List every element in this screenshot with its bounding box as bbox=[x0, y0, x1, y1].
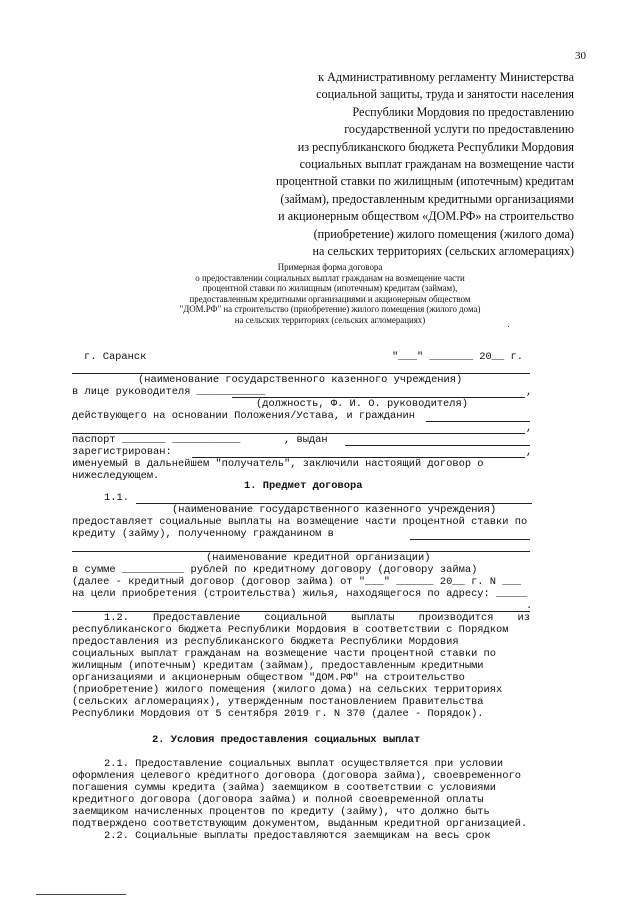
form-title-line: процентной ставки по жилищным (ипотечным) кредитам (займам), bbox=[202, 283, 458, 294]
issued-label: , выдан bbox=[284, 434, 328, 446]
appendix-line: Республики Мордовия по предоставлению bbox=[352, 104, 574, 119]
period: . bbox=[526, 600, 533, 612]
form-title-line: предоставленным кредитными организациями и акционерным обществом bbox=[189, 293, 471, 304]
clause-1-2-line: предоставления из республиканского бюджета Республики Мордовия bbox=[72, 636, 459, 648]
appendix-line: социальной защиты, труда и занятости населения bbox=[316, 87, 574, 102]
passport-field: паспорт _______ ___________ bbox=[72, 434, 241, 446]
clause-1-2-line: Республики Мордовия от 5 сентября 2019 г. N 370 (далее - Порядок). bbox=[72, 708, 484, 720]
clause-2-2-line: 2.2. Социальные выплаты предоставляются заемщикам на весь срок bbox=[104, 830, 491, 842]
form-title bbox=[140, 262, 520, 326]
appendix-line: (займам), предоставленным кредитными организациями bbox=[280, 191, 574, 206]
appendix-line: из республиканского бюджета Республики Мордовия bbox=[297, 139, 574, 154]
clause-1-2-line: (сельских агломерациях), утвержденным постановлением Правительства bbox=[72, 696, 484, 708]
form-title-line: о предоставлении социальных выплат гражданам на возмещение части bbox=[195, 272, 465, 283]
section-2-title: 2. Условия предоставления социальных выплат bbox=[152, 734, 421, 746]
clause-2-1-line: кредитного договора (договора займа) и полной своевременной оплаты bbox=[72, 794, 484, 806]
appendix-line: на сельских территориях (сельских агломерациях) bbox=[312, 244, 574, 259]
clause-1-1-number: 1.1. bbox=[104, 492, 129, 504]
clause-1-2-line: жилищным (ипотечным) кредитам (займам), предоставленным кредитными bbox=[72, 660, 484, 672]
registered-label: зарегистрирован: bbox=[72, 446, 172, 458]
footnote-divider bbox=[36, 894, 126, 895]
appendix-line: к Административному регламенту Министерства bbox=[318, 70, 574, 84]
clause-2-1-line: 2.1. Предоставление социальных выплат осуществляется при условии bbox=[104, 758, 504, 770]
clause-2-1-line: подтверждено соответствующим документом, выданным кредитной организацией. bbox=[72, 818, 528, 830]
appendix-reference bbox=[174, 69, 574, 260]
clause-2-1-line: оформления целевого кредитного договора (договора займа), своевременного bbox=[72, 770, 521, 782]
acting-basis: действующего на основании Положения/Устава, и гражданин bbox=[72, 410, 415, 422]
clause-1-2-line: республиканского бюджета Республики Мордовия в соответствии с Порядком bbox=[72, 624, 509, 636]
caption-credit-org: (наименование кредитной организации) bbox=[206, 552, 431, 564]
comma: , bbox=[526, 422, 533, 434]
clause-1-1-provides: предоставляет социальные выплаты на возмещение части процентной ставки по bbox=[72, 516, 528, 528]
caption-institution: (наименование государственного казенного учреждения) bbox=[138, 374, 463, 386]
contract-city: г. Саранск bbox=[84, 351, 147, 363]
caption-institution-2: (наименование государственного казенного учреждения) bbox=[172, 504, 497, 516]
clause-1-1-credit-date: (далее - кредитный договор (договор займа) от "___" ______ 20__ г. N ___ bbox=[72, 576, 521, 588]
hereinafter-below: нижеследующем. bbox=[72, 470, 160, 482]
form-title-line: на сельских территориях (сельских агломерациях) bbox=[234, 314, 426, 325]
in-person-of-head: в лице руководителя ___________ bbox=[72, 386, 266, 398]
clause-1-2-line: организациями и акционерным обществом "ДОМ.РФ" на строительство bbox=[72, 672, 465, 684]
clause-2-1-line: погашения суммы кредита (займа) заемщиком в соответствии с условиями bbox=[72, 782, 497, 794]
clause-1-1-credit: кредиту (займу), полученному гражданином в bbox=[72, 528, 334, 540]
page-number: 30 bbox=[575, 50, 586, 62]
appendix-line: (приобретение) жилого помещения (жилого дома) bbox=[313, 226, 574, 241]
appendix-line: государственной услуги по предоставлению bbox=[344, 122, 574, 137]
appendix-line: социальных выплат гражданам на возмещение части bbox=[299, 157, 574, 172]
comma: , bbox=[526, 386, 533, 398]
clause-1-2-line: 1.2. Предоставление социальной выплаты производится из bbox=[104, 612, 530, 624]
clause-2-1-line: заемщиком начисленных процентов по кредиту (займу), что должно быть bbox=[72, 806, 490, 818]
clause-1-2-line: (приобретение) жилого помещения (жилого дома) на сельских территориях bbox=[72, 684, 503, 696]
contract-date: "___" _______ 20__ г. bbox=[392, 351, 523, 363]
appendix-line: процентной ставки по жилищным (ипотечным) кредитам bbox=[276, 174, 574, 189]
form-title-line: Примерная форма договора bbox=[277, 262, 383, 272]
comma: , bbox=[526, 446, 533, 458]
appendix-line: и акционерным обществом «ДОМ.РФ» на строительство bbox=[278, 209, 574, 224]
hereinafter-recipient: именуемый в дальнейшем "получатель", заключили настоящий договор о bbox=[72, 458, 484, 470]
clause-1-1-sum: в сумме __________ рублей по кредитному договору (договору займа) bbox=[72, 564, 478, 576]
clause-1-2-line: социальных выплат гражданам на возмещение части процентной ставки по bbox=[72, 648, 497, 660]
clause-1-1-purpose: на цели приобретения (строительства) жилья, находящегося по адресу: _____ bbox=[72, 588, 528, 600]
form-title-line: "ДОМ.РФ" на строительство (приобретение) жилого помещения (жилого дома) bbox=[179, 304, 481, 315]
section-1-title: 1. Предмет договора bbox=[244, 480, 363, 492]
caption-position: (должность, Ф. И. О. руководителя) bbox=[256, 398, 469, 410]
